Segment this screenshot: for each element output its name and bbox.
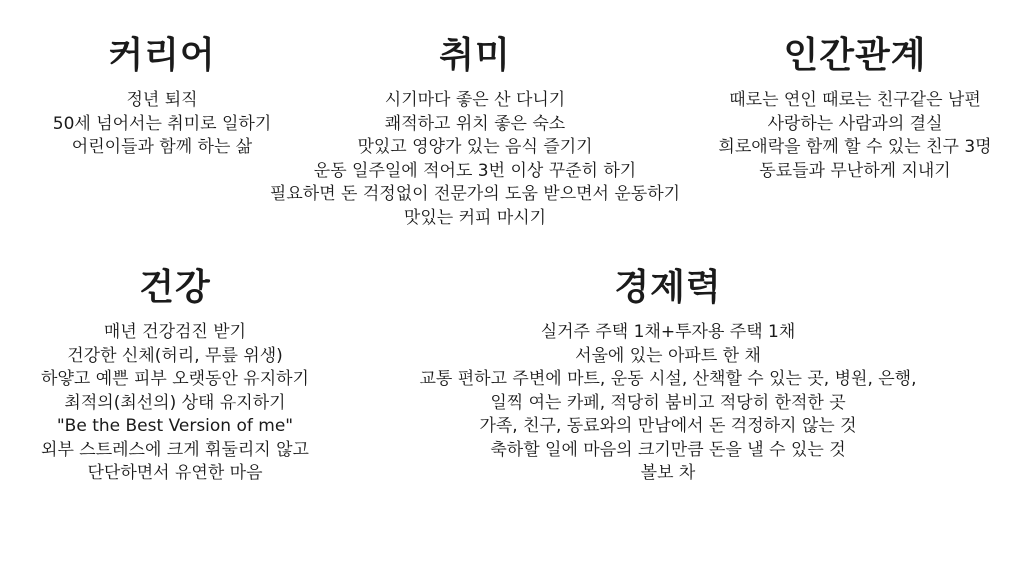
list-item: 일찍 여는 카페, 적당히 붐비고 적당히 한적한 곳 [490,392,846,413]
list-item: 쾌적하고 위치 좋은 숙소 [384,113,566,134]
health-list [41,321,309,486]
list-item: 건강한 신체(허리, 무릎 위생) [67,345,283,366]
list-item: 가족, 친구, 동료와의 만남에서 돈 걱정하지 않는 것 [479,416,857,436]
hobby-list [270,89,680,230]
list-item: 시기마다 좋은 산 다니기 [384,90,566,110]
hobby-section [270,33,680,230]
list-item: 하얗고 예쁜 피부 오랫동안 유지하기 [41,369,309,389]
section-title-health: 건강 [139,267,211,308]
list-item: 서울에 있는 아파트 한 채 [575,345,761,366]
health-section [41,265,309,486]
list-item: 맛있고 영양가 있는 음식 즐기기 [357,137,593,157]
list-item: 정년 퇴직 [126,90,198,110]
list-item: 50세 넘어서는 취미로 일하기 [52,113,272,134]
list-item: 볼보 차 [640,463,696,483]
relationships-list [718,89,991,183]
list-item: 사랑하는 사람과의 결실 [767,113,943,134]
list-item: 교통 편하고 주변에 마트, 운동 시설, 산책할 수 있는 곳, 병원, 은행, [419,369,917,389]
section-title-career: 커리어 [108,35,216,76]
career-list [53,89,272,160]
list-item: 축하할 일에 마음의 크기만큼 돈을 낼 수 있는 것 [490,439,846,460]
list-item: 희로애락을 함께 할 수 있는 친구 3명 [718,137,992,157]
list-item: 동료들과 무난하게 지내기 [759,160,951,181]
list-item: 운동 일주일에 적어도 3번 이상 꾸준히 하기 [313,160,637,181]
list-item: 단단하면서 유연한 마음 [87,463,263,483]
list-item: 최적의(최선의) 상태 유지하기 [64,392,286,413]
economy-list [419,321,916,486]
list-item: 매년 건강검진 받기 [103,322,247,342]
list-item: 필요하면 돈 걱정없이 전문가의 도움 받으면서 운동하기 [269,184,681,204]
section-title-hobby: 취미 [439,35,511,76]
list-item: 때로는 연인 때로는 친구같은 남편 [729,90,981,110]
list-item: 맛있는 커피 마시기 [403,207,547,228]
section-title-economy: 경제력 [614,267,722,308]
section-title-relationships: 인간관계 [783,35,927,76]
list-item: "Be the Best Version of me" [56,416,294,436]
list-item: 외부 스트레스에 크게 휘둘리지 않고 [41,439,309,460]
list-item: 어린이들과 함께 하는 삶 [71,137,253,157]
list-item: 실거주 주택 1채+투자용 주택 1채 [540,322,796,342]
relationships-section [718,33,991,183]
economy-section [419,265,916,486]
career-section [53,33,272,160]
